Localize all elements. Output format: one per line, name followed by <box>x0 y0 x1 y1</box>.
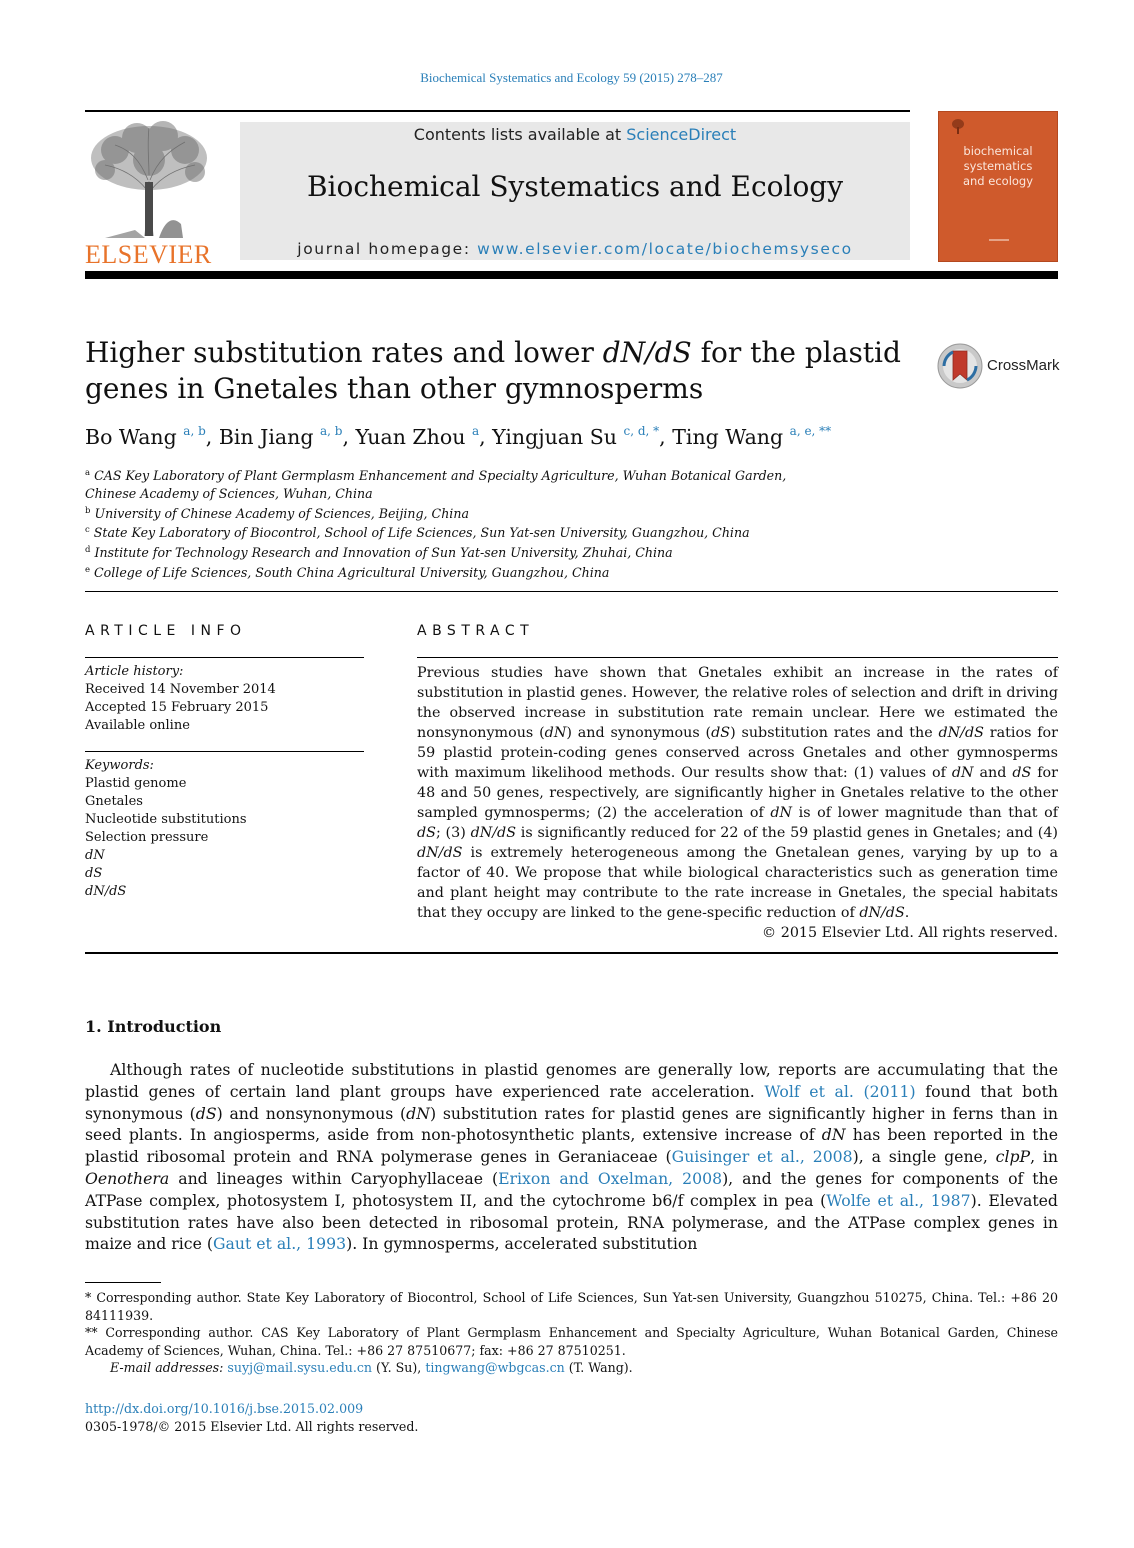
abstract-run: . <box>904 905 910 921</box>
affiliation-list <box>85 465 985 582</box>
affiliation-text: Chinese Academy of Sciences, Wuhan, China <box>85 485 373 501</box>
article-info-rule <box>85 657 364 658</box>
affiliation-text: State Key Laboratory of Biocontrol, School of Life Sciences, Sun Yat-sen University, Guangzhou, China <box>93 525 750 541</box>
crossmark-badge[interactable] <box>936 342 1061 390</box>
cover-title-line3: and ecology <box>962 174 1034 188</box>
author-name: Bin Jiang <box>218 425 314 449</box>
masthead-rule <box>85 271 1058 279</box>
affiliation-key: b <box>85 505 91 516</box>
footnotes <box>85 1289 1058 1377</box>
keyword-item: Gnetales <box>85 794 143 809</box>
sciencedirect-mark-icon <box>989 236 1009 244</box>
intro-run: found that both synonymous ( <box>85 1081 1058 1123</box>
affiliation-item <box>85 542 985 562</box>
abstract-italic: dN/dS <box>938 725 984 741</box>
reference-link[interactable]: Wolf et al. (2011) <box>764 1081 916 1101</box>
author-affil-link[interactable]: c, d, * <box>623 424 660 438</box>
cover-title-line1: biochemical <box>963 144 1033 158</box>
cover-title <box>939 144 1057 189</box>
abstract-run: ) substitution rates and the <box>730 725 939 741</box>
contents-prefix: Contents lists available at <box>413 125 627 144</box>
intro-run: ), a single gene, <box>852 1147 996 1167</box>
abstract-italic: dN <box>544 725 567 741</box>
abstract-italic: dS <box>1012 765 1032 781</box>
abstract-italic: dN/dS <box>859 905 905 921</box>
affiliation-key: d <box>85 545 91 556</box>
abstract-run: for 48 and 50 genes, respectively, are significantly higher in Gnetales relative to the other sampled gymnosperms; (2) the acceleration of <box>417 765 1058 821</box>
keywords-block <box>85 757 247 901</box>
affiliation-item <box>85 485 985 503</box>
affiliation-item <box>85 503 985 523</box>
email-label: E-mail addresses: <box>110 1360 228 1375</box>
abstract-run: ) and synonymous ( <box>566 725 712 741</box>
intro-italic: clpP <box>995 1147 1031 1167</box>
intro-italic: dS <box>195 1103 217 1123</box>
abstract-italic: dN/dS <box>417 845 463 861</box>
reference-link[interactable]: Wolfe et al., 1987 <box>826 1190 971 1210</box>
elsevier-logo[interactable] <box>85 120 213 269</box>
crossmark-icon <box>936 342 984 390</box>
author-affil-link[interactable]: a, b <box>183 424 206 438</box>
abstract-copyright: © 2015 Elsevier Ltd. All rights reserved. <box>761 925 1058 941</box>
keywords-label: Keywords: <box>85 758 154 773</box>
abstract-end-rule <box>85 952 1058 954</box>
homepage-line <box>240 240 910 258</box>
author-name: Ting Wang <box>672 425 784 449</box>
affiliation-text: University of Chinese Academy of Sciences, Beijing, China <box>94 505 469 521</box>
abstract-italic: dS <box>711 725 731 741</box>
journal-cover[interactable] <box>938 111 1058 262</box>
abstract-rule <box>417 657 1058 658</box>
abstract-run: is significantly reduced for 22 of the 59 plastid genes in Gnetales; and (4) <box>516 825 1058 841</box>
footnote-corresponding-2: ** Corresponding author. CAS Key Laboratory of Plant Germplasm Enhancement and Specialty Agriculture, Wuhan Botanical Garden, Chinese Academy of Sciences, Wuhan, China. Tel.: +86 27 87510677; fax: +86 27 87510251. <box>85 1325 1058 1358</box>
affiliation-item <box>85 562 985 582</box>
contents-line <box>240 125 910 144</box>
history-label: Article history: <box>85 664 184 679</box>
abstract-run: ratios for 59 plastid protein-coding genes conserved across Gnetales and other gymnosperms with maximum likelihood methods. Our results show that: (1) values of <box>417 725 1058 781</box>
introduction-heading: 1. Introduction <box>85 1017 222 1036</box>
abstract-heading: ABSTRACT <box>417 623 535 639</box>
section-divider <box>85 591 1058 592</box>
email-link-su[interactable]: suyj@mail.sysu.edu.cn <box>227 1360 373 1375</box>
received-date: Received 14 November 2014 <box>85 682 276 697</box>
journal-citation[interactable]: Biochemical Systematics and Ecology 59 (2015) 278–287 <box>420 70 723 85</box>
affiliation-text: College of Life Sciences, South China Agricultural University, Guangzhou, China <box>94 564 610 580</box>
sciencedirect-link[interactable]: ScienceDirect <box>626 125 737 144</box>
journal-masthead <box>240 122 910 260</box>
accepted-date: Accepted 15 February 2015 <box>85 700 269 715</box>
keyword-item: Selection pressure <box>85 830 209 845</box>
footnote-corresponding-1: * Corresponding author. State Key Laboratory of Biocontrol, School of Life Sciences, Sun Yat-sen University, Guangzhou 510275, China. Tel.: +86 20 84111939. <box>85 1290 1058 1323</box>
available-online: Available online <box>85 718 190 733</box>
intro-italic: dN <box>821 1125 846 1145</box>
email-link-wang[interactable]: tingwang@wbgcas.cn <box>425 1360 565 1375</box>
author-name: Yuan Zhou <box>355 425 466 449</box>
abstract-run: is of lower magnitude than that of <box>792 805 1058 821</box>
intro-italic: Oenothera <box>85 1168 170 1188</box>
reference-link[interactable]: Guisinger et al., 2008 <box>671 1147 853 1167</box>
footnote-rule <box>85 1282 161 1283</box>
intro-italic: dN <box>406 1103 430 1123</box>
author-name: Bo Wang <box>85 425 177 449</box>
crossmark-label: CrossMark <box>987 357 1060 374</box>
homepage-link[interactable]: www.elsevier.com/locate/biochemsyseco <box>477 240 853 258</box>
abstract-italic: dN <box>770 805 793 821</box>
abstract-run: ; (3) <box>435 825 471 841</box>
doi-link[interactable]: http://dx.doi.org/10.1016/j.bse.2015.02.009 <box>85 1401 364 1416</box>
introduction-body <box>85 1059 1058 1255</box>
elsevier-wordmark: ELSEVIER <box>85 240 212 269</box>
keyword-item: dS <box>85 866 103 881</box>
homepage-prefix: journal homepage: <box>297 240 478 258</box>
intro-run: and lineages within Caryophyllaceae ( <box>169 1168 499 1188</box>
keyword-item: dN/dS <box>85 884 127 899</box>
affiliation-key: e <box>85 564 91 575</box>
abstract-italic: dS <box>417 825 436 841</box>
abstract-text <box>417 663 1058 923</box>
abstract-italic: dN <box>951 765 974 781</box>
header-rule <box>85 110 910 112</box>
abstract-run: Previous studies have shown that Gnetales exhibit an increase in the rates of substitution in plastid genes. However, the relative roles of selection and drift in driving the observed increase in substitution rate remain unclear. Here we estimated the nonsynonymous ( <box>417 665 1058 741</box>
abstract-run: and <box>973 765 1013 781</box>
intro-run: ) substitution rates for plastid genes are significantly higher in ferns than in seed plants. In angiosperms, aside from non-photosynthetic plants, extensive increase of <box>85 1103 1058 1145</box>
abstract-italic: dN/dS <box>470 825 516 841</box>
author-list: Bo Wang $^{a, b}$, Bin Jiang $^{a, b}$, Yuan Zhou $^a$, Yingjuan Su $^{c, d, *}$, Ting Wang $^{a, e, **}$ <box>85 424 832 449</box>
article-info-heading: ARTICLE INFO <box>85 623 247 639</box>
author-affil-link[interactable]: a <box>471 424 480 438</box>
intro-run: ). Elevated substitution rates have also been detected in ribosomal protein, RNA polymerase, and the ATPase complex genes in maize and rice ( <box>85 1190 1058 1254</box>
doi-block <box>85 1400 418 1436</box>
keywords-rule <box>85 751 364 752</box>
intro-run: has been reported in the plastid ribosomal protein and RNA polymerase genes in Geraniaceae ( <box>85 1125 1058 1167</box>
keyword-item: Nucleotide substitutions <box>85 812 247 827</box>
reference-link[interactable]: Erixon and Oxelman, 2008 <box>498 1168 723 1188</box>
affiliation-item <box>85 522 985 542</box>
intro-run: ). In gymnosperms, accelerated substitution <box>346 1234 698 1254</box>
affiliation-key: a <box>85 468 91 478</box>
article-history <box>85 663 276 735</box>
journal-name: Biochemical Systematics and Ecology <box>306 170 844 203</box>
title-part1: Higher substitution rates and lower <box>85 336 603 369</box>
issn-copyright: 0305-1978/© 2015 Elsevier Ltd. All rights reserved. <box>85 1419 419 1434</box>
article-title <box>85 335 905 407</box>
keyword-item: dN <box>85 848 105 863</box>
author-name: Yingjuan Su <box>492 425 617 449</box>
affiliation-item <box>85 465 985 485</box>
reference-link[interactable]: Gaut et al., 1993 <box>212 1234 347 1254</box>
author-affil-link[interactable]: a, e, ** <box>789 424 832 438</box>
keyword-item: Plastid genome <box>85 776 187 791</box>
cover-title-line2: systematics <box>963 159 1033 173</box>
intro-run: Although rates of nucleotide substitutions in plastid genomes are generally low, reports are accumulating that the plastid genes of certain land plant groups have experienced rate acceleration. <box>85 1060 1058 1101</box>
email-owner: (Y. Su), <box>372 1360 426 1375</box>
elsevier-tree-icon <box>85 120 213 238</box>
affiliation-text: CAS Key Laboratory of Plant Germplasm Enhancement and Specialty Agriculture, Wuhan Botanical Garden, <box>94 468 787 483</box>
author-affil-link[interactable]: a, b <box>320 424 343 438</box>
affiliation-text: Institute for Technology Research and Innovation of Sun Yat-sen University, Zhuhai, China <box>94 545 673 561</box>
email-owner: (T. Wang). <box>564 1360 633 1375</box>
intro-run: ), and the genes for components of the ATPase complex, photosystem I, photosystem II, and the cytochrome b6/f complex in pea ( <box>85 1168 1058 1210</box>
abstract-run: is extremely heterogeneous among the Gnetalean genes, varying by up to a factor of 40. We propose that while biological characteristics such as generation time and plant height may contribute to the rate increase in Gnetales, the special habitats that they occupy are linked to the gene-specific reduction of <box>417 845 1058 921</box>
intro-run: , in <box>1030 1147 1058 1167</box>
title-part2: for the plastid genes in Gnetales than other gymnosperms <box>85 336 901 405</box>
title-italic: dN/dS <box>602 336 692 369</box>
affiliation-key: c <box>85 525 90 536</box>
elsevier-mini-tree-icon <box>951 118 965 134</box>
intro-run: ) and nonsynonymous ( <box>216 1103 407 1123</box>
abstract-body <box>417 663 1058 943</box>
footnote-emails <box>85 1359 1058 1377</box>
